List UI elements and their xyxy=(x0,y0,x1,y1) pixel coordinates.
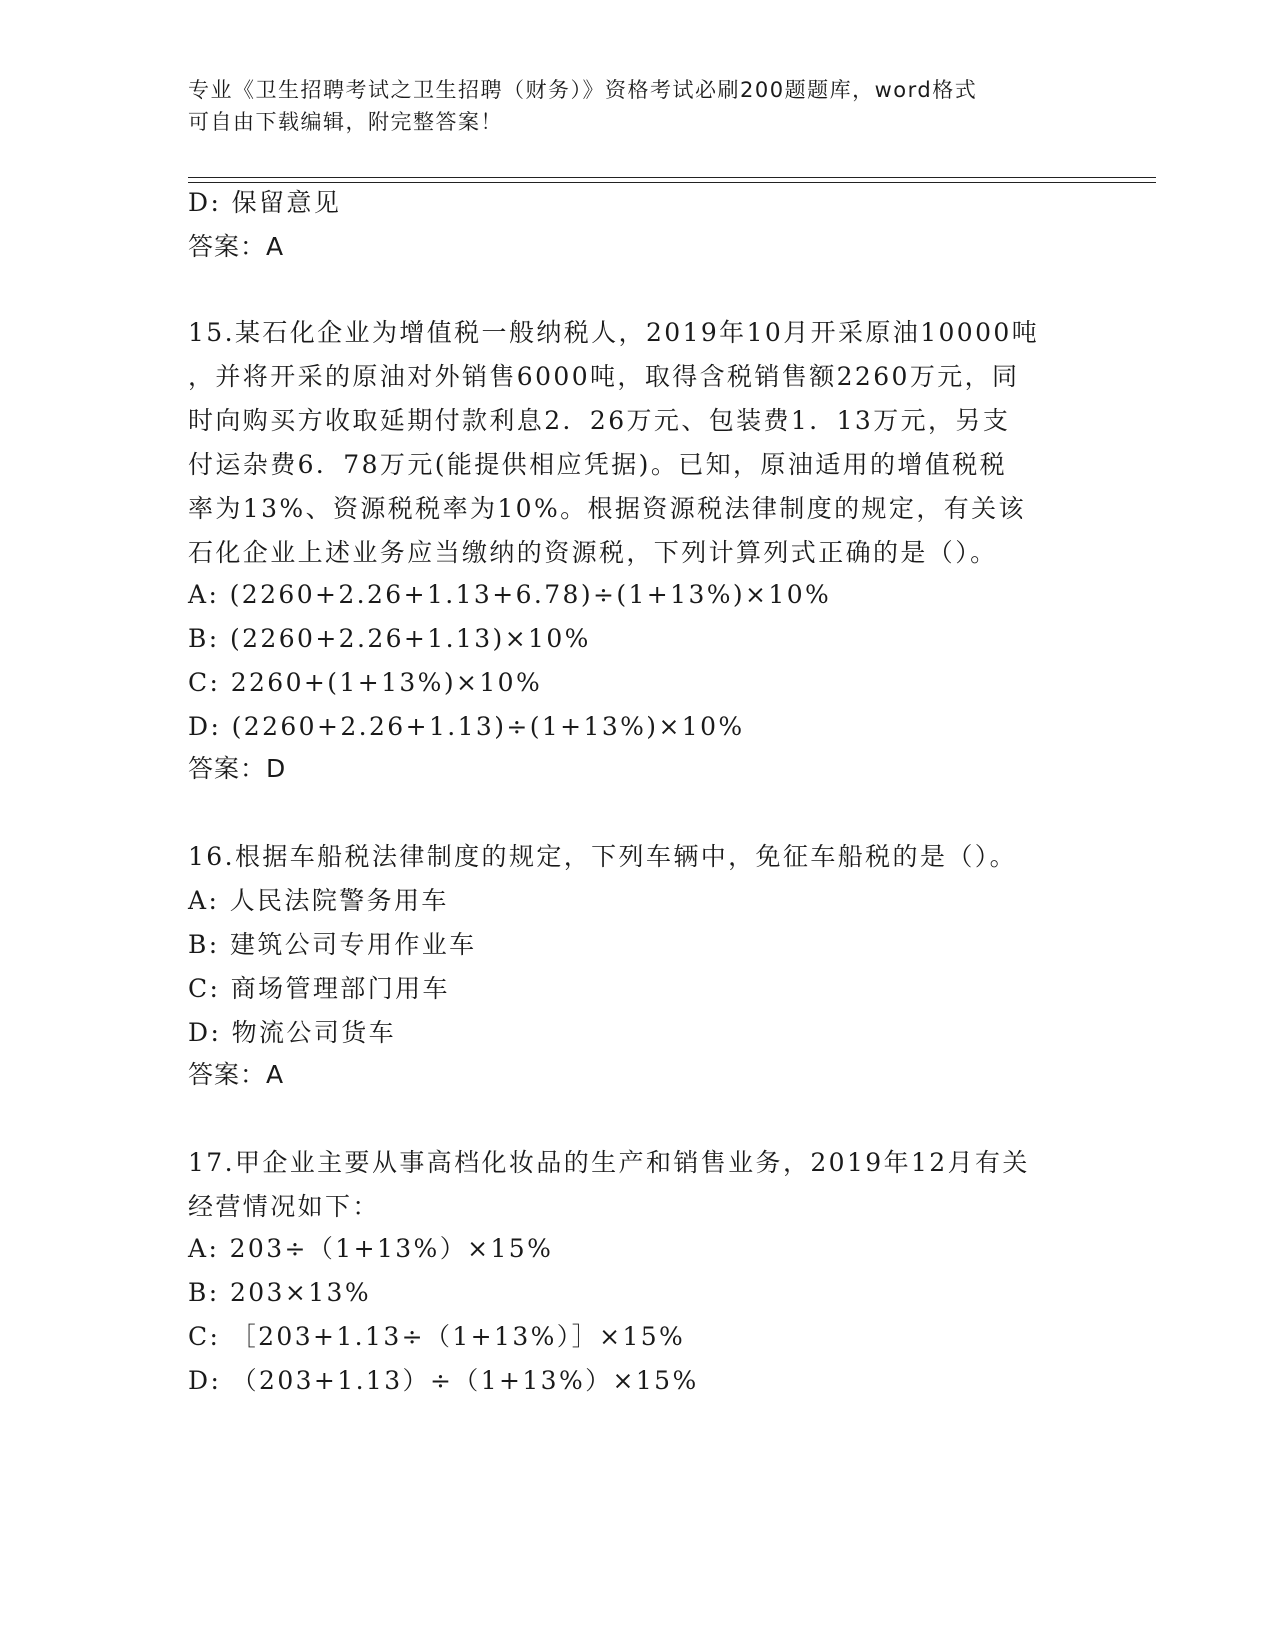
q16-option-b: B: 建筑公司专用作业车 xyxy=(188,930,477,959)
q16-stem-line-1: 16.根据车船税法律制度的规定，下列车辆中，免征车船税的是（）。 xyxy=(188,842,1018,871)
q15-option-c: C: 2260+(1+13%)×10% xyxy=(188,668,543,697)
q15-stem-line-5: 率为13%、资源税税率为10%。根据资源税法律制度的规定，有关该 xyxy=(188,494,1026,523)
q17-option-c: C: ［203+1.13÷（1+13%）］×15% xyxy=(188,1322,686,1351)
q17-option-a: A: 203÷（1+13%）×15% xyxy=(188,1234,554,1263)
header-divider-top xyxy=(188,177,1156,178)
q17-option-b: B: 203×13% xyxy=(188,1278,371,1307)
q15-option-d: D: (2260+2.26+1.13)÷(1+13%)×10% xyxy=(188,712,745,741)
q15-stem-line-4: 付运杂费6．78万元(能提供相应凭据)。已知，原油适用的增值税税 xyxy=(188,450,1008,479)
q15-stem-line-1: 15.某石化企业为增值税一般纳税人，2019年10月开采原油10000吨 xyxy=(188,318,1040,347)
header-line-2: 可自由下载编辑，附完整答案！ xyxy=(188,110,503,134)
q17-stem-line-2: 经营情况如下： xyxy=(188,1192,380,1221)
header-line-1: 专业《卫生招聘考试之卫生招聘（财务）》资格考试必刷200题题库，word格式 xyxy=(188,78,978,102)
q15-stem-line-3: 时向购买方收取延期付款利息2．26万元、包装费1．13万元，另支 xyxy=(188,406,1011,435)
q14-answer: 答案：A xyxy=(188,232,285,261)
q16-option-d: D: 物流公司货车 xyxy=(188,1018,397,1047)
q17-option-d: D: （203+1.13）÷（1+13%）×15% xyxy=(188,1366,699,1395)
q15-answer: 答案：D xyxy=(188,754,287,783)
q16-answer: 答案：A xyxy=(188,1060,285,1089)
q15-option-b: B: (2260+2.26+1.13)×10% xyxy=(188,624,591,653)
q16-option-c: C: 商场管理部门用车 xyxy=(188,974,450,1003)
document-header xyxy=(188,74,1068,138)
q15-stem-line-6: 石化企业上述业务应当缴纳的资源税，下列计算列式正确的是（）。 xyxy=(188,538,998,567)
q17-stem-line-1: 17.甲企业主要从事高档化妆品的生产和销售业务，2019年12月有关 xyxy=(188,1148,1030,1177)
q16-option-a: A: 人民法院警务用车 xyxy=(188,886,449,915)
q15-option-a: A: (2260+2.26+1.13+6.78)÷(1+13%)×10% xyxy=(188,580,832,609)
q15-stem-line-2: ，并将开采的原油对外销售6000吨，取得含税销售额2260万元，同 xyxy=(188,362,1020,391)
q14-option-d: D: 保留意见 xyxy=(188,188,342,217)
